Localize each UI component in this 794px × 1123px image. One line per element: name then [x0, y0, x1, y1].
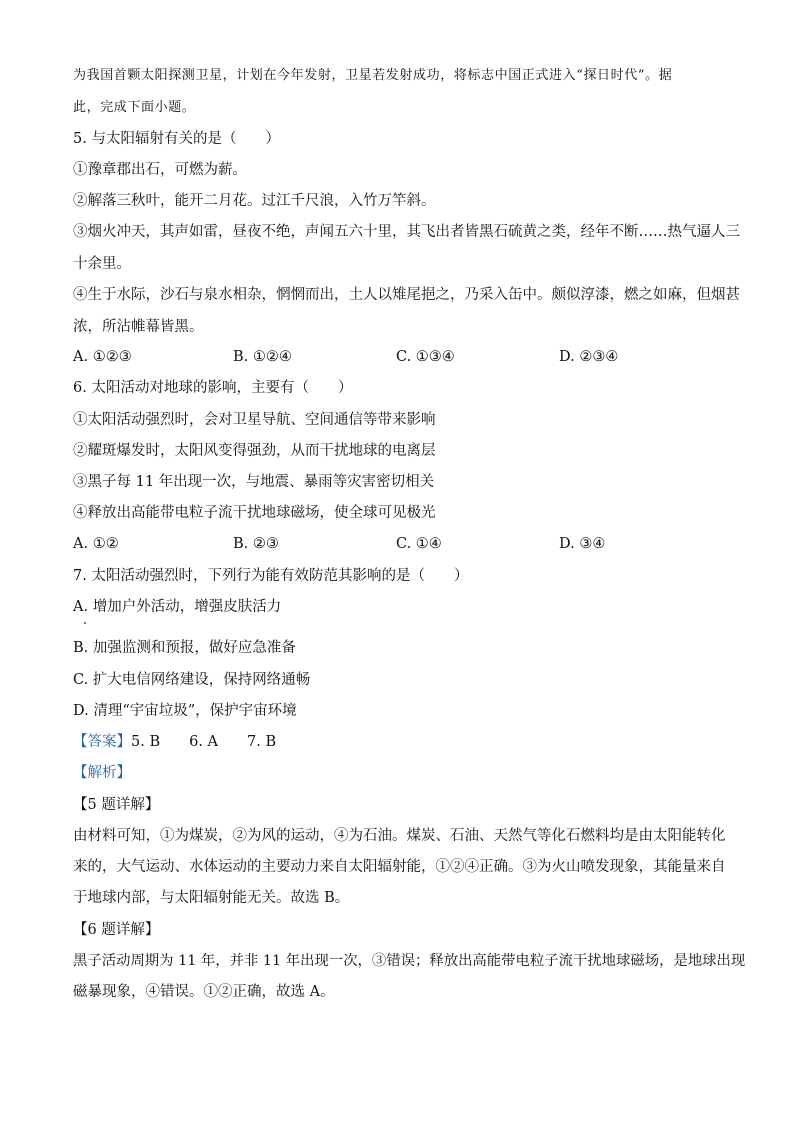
question-5-option-a: A. ①②③	[73, 349, 132, 365]
analysis-q5-line: 来的，大气运动、水体运动的主要动力来自太阳辐射能，①②④正确。③为火山喷发现象，其能量来自	[73, 859, 726, 875]
question-6-option-a: A. ①②	[73, 536, 119, 552]
answer-line	[73, 732, 276, 752]
question-5-item: 十余里。	[73, 256, 131, 272]
question-7-option-a: A. 增加户外活动，增强皮肤活力	[73, 599, 282, 615]
question-6-option-c: C. ①④	[396, 536, 442, 552]
question-5-item: ④生于水际，沙石与泉水相杂，惘惘而出，土人以雉尾挹之，乃采入缶中。颇似淳漆，燃之如麻，但烟甚	[73, 287, 740, 303]
question-6-options	[73, 534, 733, 554]
question-7-stem: 7. 太阳活动强烈时，下列行为能有效防范其影响的是（ ）	[73, 568, 469, 584]
analysis-label: 【解析】	[73, 765, 131, 781]
intro-line-2: 此，完成下面小题。	[73, 100, 196, 115]
question-5-item: ①豫章郡出石，可燃为薪。	[73, 162, 247, 178]
answer-label: 【答案】	[73, 734, 131, 750]
question-5-item: ②解落三秋叶，能开二月花。过江千尺浪，入竹万竿斜。	[73, 193, 436, 209]
analysis-q5-line: 于地球内部，与太阳辐射能无关。故选 B。	[73, 890, 350, 906]
question-6-item: ①太阳活动强烈时，会对卫星导航、空间通信等带来影响	[73, 412, 436, 428]
stray-mark	[84, 622, 86, 624]
question-6-option-d: D. ③④	[559, 536, 606, 552]
answer-values: 5. B 6. A 7. B	[131, 734, 277, 750]
question-5-options	[73, 347, 733, 367]
analysis-q6-line: 磁暴现象，④错误。①②正确，故选 A。	[73, 984, 335, 1000]
question-6-item: ④释放出高能带电粒子流干扰地球磁场，使全球可见极光	[73, 505, 436, 521]
question-7-option-d: D. 清理“宇宙垃圾”，保护宇宙环境	[73, 703, 297, 719]
question-5-item: ③烟火冲天，其声如雷，昼夜不绝，声闻五六十里，其飞出者皆黑石硫黄之类，经年不断……热气逼人三	[73, 224, 740, 240]
question-6-item: ②耀斑爆发时，太阳风变得强劲，从而干扰地球的电离层	[73, 443, 436, 459]
question-6-option-b: B. ②③	[233, 536, 279, 552]
analysis-q6-label: 【6 题详解】	[73, 922, 160, 938]
analysis-q5-label: 【5 题详解】	[73, 797, 160, 813]
question-5-option-c: C. ①③④	[396, 349, 455, 365]
intro-line-1: 为我国首颗太阳探测卫星，计划在今年发射，卫星若发射成功，将标志中国正式进入“探日时代”。据	[73, 68, 673, 83]
question-6-stem: 6. 太阳活动对地球的影响，主要有（ ）	[73, 380, 353, 396]
analysis-q5-line: 由材料可知，①为煤炭，②为风的运动，④为石油。煤炭、石油、天然气等化石燃料均是由太阳能转化	[73, 828, 726, 844]
question-5-item: 浓，所沾帷幕皆黑。	[73, 319, 204, 335]
analysis-q6-line: 黑子活动周期为 11 年，并非 11 年出现一次，③错误；释放出高能带电粒子流干扰地球磁场，是地球出现	[73, 953, 746, 969]
question-7-option-b: B. 加强监测和预报，做好应急准备	[73, 640, 296, 656]
question-5-stem: 5. 与太阳辐射有关的是（ ）	[73, 131, 280, 147]
question-5-option-b: B. ①②④	[233, 349, 292, 365]
question-7-option-c: C. 扩大电信网络建设，保持网络通畅	[73, 672, 311, 688]
question-5-option-d: D. ②③④	[559, 349, 619, 365]
question-6-item: ③黑子每 11 年出现一次，与地震、暴雨等灾害密切相关	[73, 474, 435, 490]
